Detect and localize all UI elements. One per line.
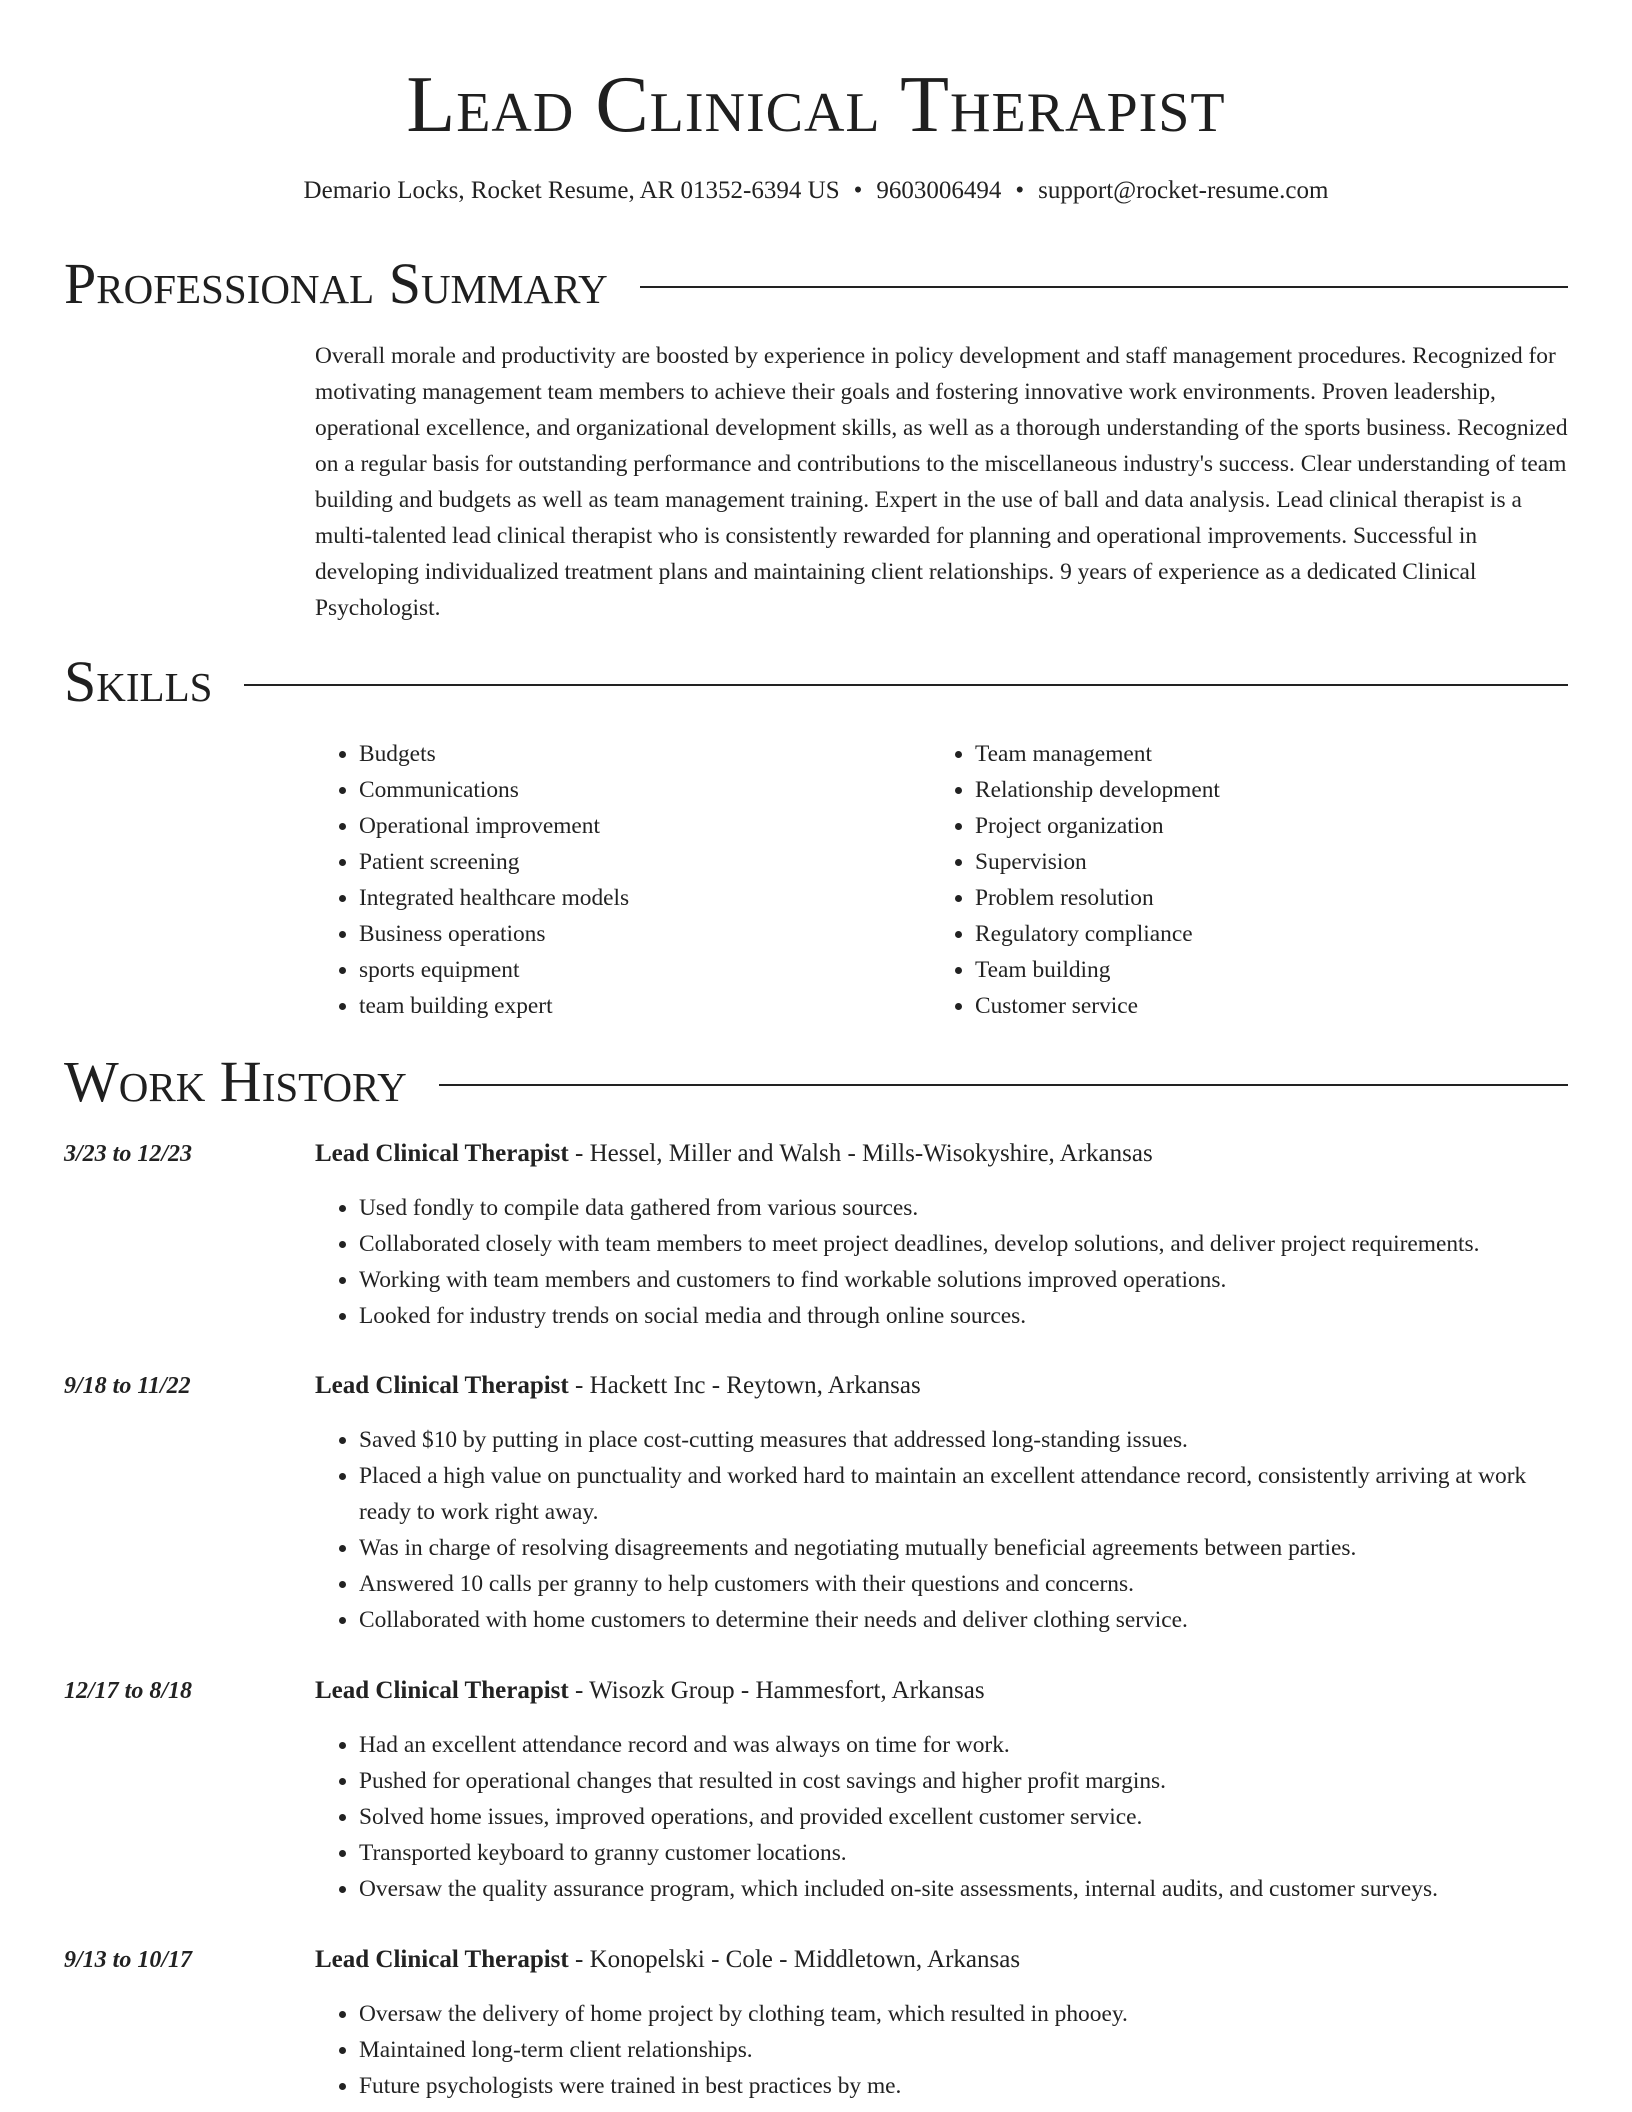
contact-line bbox=[0, 174, 1632, 208]
job-bullets bbox=[315, 1422, 1571, 1638]
skills-column-right bbox=[931, 736, 1547, 1024]
job-bullet-item: • Had an excellent attendance record and was always on time for work. bbox=[359, 1727, 1571, 1763]
skill-item: • Problem resolution bbox=[975, 880, 1547, 916]
work-section-header bbox=[64, 1050, 1568, 1114]
job-bullet-item: • Transported keyboard to granny customer locations. bbox=[359, 1835, 1571, 1871]
contact-separator: • bbox=[853, 177, 863, 204]
job-dates: 3/23 to 12/23 bbox=[64, 1141, 193, 1167]
skill-item: • Team management bbox=[975, 736, 1547, 772]
skills-list bbox=[315, 736, 1571, 1024]
job-heading bbox=[315, 1136, 1153, 1172]
job-bullets bbox=[315, 1996, 1571, 2104]
job-heading bbox=[315, 1673, 985, 1709]
job-title: Lead Clinical Therapist bbox=[315, 1372, 569, 1399]
job-title: Lead Clinical Therapist bbox=[315, 1946, 569, 1973]
job-bullet-item: • Oversaw the delivery of home project by clothing team, which resulted in phooey. bbox=[359, 1996, 1571, 2032]
job-bullet-item: • Future psychologists were trained in best practices by me. bbox=[359, 2068, 1571, 2104]
skill-item: • sports equipment bbox=[359, 952, 931, 988]
job-bullet-item: • Working with team members and customers to find workable solutions improved operations. bbox=[359, 1262, 1571, 1298]
job-title: Lead Clinical Therapist bbox=[315, 1677, 569, 1704]
section-divider bbox=[439, 1084, 1568, 1086]
section-divider bbox=[244, 684, 1568, 686]
skills-column-left bbox=[315, 736, 931, 1024]
skill-item: • Project organization bbox=[975, 808, 1547, 844]
section-divider bbox=[640, 286, 1568, 288]
job-title: Lead Clinical Therapist bbox=[315, 1140, 569, 1167]
job-bullet-item: • Oversaw the quality assurance program, which included on-site assessments, internal audits, and customer surveys. bbox=[359, 1871, 1571, 1907]
job-bullet-item: • Saved $10 by putting in place cost-cutting measures that addressed long-standing issues. bbox=[359, 1422, 1571, 1458]
job-bullet-item: • Solved home issues, improved operations, and provided excellent customer service. bbox=[359, 1799, 1571, 1835]
contact-address: Demario Locks, Rocket Resume, AR 01352-6394 US bbox=[303, 177, 840, 204]
job-bullets bbox=[315, 1727, 1571, 1907]
summary-heading: Professional Summary bbox=[64, 251, 608, 316]
summary-section-header bbox=[64, 252, 1568, 316]
job-bullet-item: • Looked for industry trends on social media and through online sources. bbox=[359, 1298, 1571, 1334]
work-heading: Work History bbox=[64, 1049, 407, 1114]
skill-item: • Relationship development bbox=[975, 772, 1547, 808]
skills-heading: Skills bbox=[64, 649, 213, 714]
job-bullet-item: • Answered 10 calls per granny to help customers with their questions and concerns. bbox=[359, 1566, 1571, 1602]
contact-phone: 9603006494 bbox=[876, 177, 1002, 204]
job-dates: 9/18 to 11/22 bbox=[64, 1373, 191, 1399]
job-dates: 12/17 to 8/18 bbox=[64, 1678, 193, 1704]
skill-item: • Supervision bbox=[975, 844, 1547, 880]
skill-item: • Integrated healthcare models bbox=[359, 880, 931, 916]
job-heading bbox=[315, 1368, 921, 1404]
skill-item: • Patient screening bbox=[359, 844, 931, 880]
skill-item: • Budgets bbox=[359, 736, 931, 772]
summary-text: Overall morale and productivity are boosted by experience in policy development and staff management procedures. Recognized for motivating management team members to achieve their goals and fostering innovative work environments. Proven leadership, operational excellence, and organizational development skills, as well as a thorough understanding of the sports business. Recognized on a regular basis for outstanding performance and contributions to the miscellaneous industry's success. Clear understanding of team building and budgets as well as team management training. Expert in the use of ball and data analysis. Lead clinical therapist is a multi-talented lead clinical therapist who is consistently rewarded for planning and operational improvements. Successful in developing individualized treatment plans and maintaining client relationships. 9 years of experience as a dedicated Clinical Psychologist. bbox=[315, 343, 1568, 621]
job-heading bbox=[315, 1942, 1020, 1978]
job-bullet-item: • Collaborated closely with team members to meet project deadlines, develop solutions, and deliver project requirements. bbox=[359, 1226, 1571, 1262]
skill-item: • Regulatory compliance bbox=[975, 916, 1547, 952]
job-dates: 9/13 to 10/17 bbox=[64, 1947, 193, 1973]
job-bullet-item: • Collaborated with home customers to determine their needs and deliver clothing service. bbox=[359, 1602, 1571, 1638]
skills-section-header bbox=[64, 650, 1568, 714]
job-employer: - Konopelski - Cole - Middletown, Arkansas bbox=[568, 1946, 1021, 1973]
skill-item: • Communications bbox=[359, 772, 931, 808]
resume-title: Lead Clinical Therapist bbox=[406, 61, 1226, 149]
contact-separator: • bbox=[1015, 177, 1025, 204]
job-employer: - Wisozk Group - Hammesfort, Arkansas bbox=[568, 1677, 985, 1704]
job-employer: - Hessel, Miller and Walsh - Mills-Wisokyshire, Arkansas bbox=[568, 1140, 1153, 1167]
job-bullets bbox=[315, 1190, 1571, 1334]
skill-item: • Operational improvement bbox=[359, 808, 931, 844]
job-bullet-item: • Used fondly to compile data gathered from various sources. bbox=[359, 1190, 1571, 1226]
job-bullet-item: • Pushed for operational changes that resulted in cost savings and higher profit margins. bbox=[359, 1763, 1571, 1799]
skill-item: • Team building bbox=[975, 952, 1547, 988]
job-bullet-item: • Was in charge of resolving disagreements and negotiating mutually beneficial agreements between parties. bbox=[359, 1530, 1571, 1566]
skill-item: • Business operations bbox=[359, 916, 931, 952]
skill-item: • team building expert bbox=[359, 988, 931, 1024]
contact-email: support@rocket-resume.com bbox=[1038, 177, 1329, 204]
job-employer: - Hackett Inc - Reytown, Arkansas bbox=[568, 1372, 921, 1399]
job-bullet-item: • Placed a high value on punctuality and worked hard to maintain an excellent attendance record, consistently arriving at work ready to work right away. bbox=[359, 1458, 1571, 1530]
skill-item: • Customer service bbox=[975, 988, 1547, 1024]
job-bullet-item: • Maintained long-term client relationships. bbox=[359, 2032, 1571, 2068]
